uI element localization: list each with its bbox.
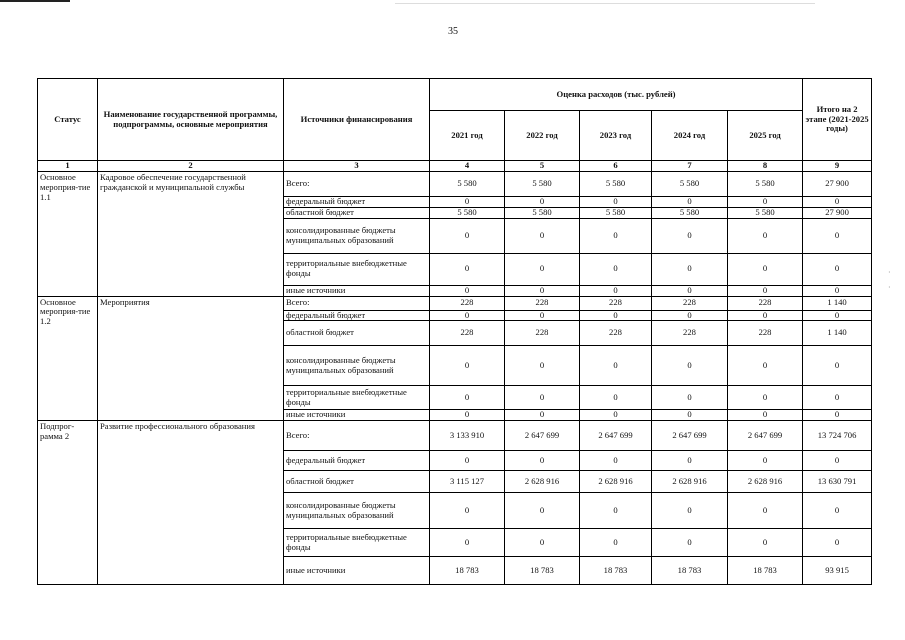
value-cell: 0 [803, 253, 872, 285]
value-cell: 0 [580, 386, 652, 410]
value-cell: 3 115 127 [430, 471, 505, 493]
name-cell: Кадровое обеспечение государственной гражданской и муниципальной службы [98, 171, 284, 296]
value-cell: 0 [803, 346, 872, 386]
value-cell: 2 628 916 [728, 471, 803, 493]
column-number: 4 [430, 161, 505, 172]
value-cell: 0 [505, 529, 580, 557]
value-cell: 0 [580, 196, 652, 207]
value-cell: 0 [430, 218, 505, 253]
table-row [38, 296, 872, 310]
value-cell: 0 [728, 285, 803, 296]
header-total: Итого на 2 этапе (2021-2025 годы) [803, 79, 872, 161]
source-cell: федеральный бюджет [284, 196, 430, 207]
value-cell: 0 [728, 451, 803, 471]
page-number: 35 [448, 26, 458, 37]
source-cell: консолидированные бюджеты муниципальных образований [284, 218, 430, 253]
value-cell: 93 915 [803, 557, 872, 585]
value-cell: 0 [728, 253, 803, 285]
value-cell: 3 133 910 [430, 421, 505, 451]
value-cell: 0 [580, 451, 652, 471]
header-year: 2025 год [728, 111, 803, 161]
value-cell: 0 [803, 410, 872, 421]
value-cell: 0 [728, 310, 803, 321]
value-cell: 5 580 [580, 207, 652, 218]
source-cell: иные источники [284, 410, 430, 421]
margin-mark: · [888, 268, 891, 277]
value-cell: 0 [803, 493, 872, 529]
value-cell: 0 [505, 386, 580, 410]
value-cell: 228 [652, 296, 728, 310]
value-cell: 228 [728, 296, 803, 310]
value-cell: 2 647 699 [580, 421, 652, 451]
value-cell: 0 [580, 253, 652, 285]
column-number: 3 [284, 161, 430, 172]
value-cell: 0 [803, 196, 872, 207]
value-cell: 0 [505, 310, 580, 321]
value-cell: 0 [652, 218, 728, 253]
value-cell: 0 [803, 310, 872, 321]
top-rule-faint [395, 3, 815, 4]
value-cell: 5 580 [580, 171, 652, 196]
value-cell: 2 628 916 [580, 471, 652, 493]
value-cell: 0 [803, 451, 872, 471]
value-cell: 18 783 [430, 557, 505, 585]
source-cell: Всего: [284, 421, 430, 451]
value-cell: 0 [505, 451, 580, 471]
status-cell: Основное мероприя-тие 1.1 [38, 171, 98, 296]
value-cell: 228 [505, 321, 580, 346]
value-cell: 0 [430, 253, 505, 285]
value-cell: 0 [652, 529, 728, 557]
value-cell: 13 630 791 [803, 471, 872, 493]
value-cell: 0 [430, 196, 505, 207]
value-cell: 2 628 916 [505, 471, 580, 493]
status-cell: Подпрог-рамма 2 [38, 421, 98, 585]
value-cell: 0 [803, 529, 872, 557]
value-cell: 0 [580, 310, 652, 321]
value-cell: 0 [728, 218, 803, 253]
value-cell: 5 580 [505, 171, 580, 196]
value-cell: 0 [652, 386, 728, 410]
value-cell: 2 647 699 [505, 421, 580, 451]
value-cell: 228 [580, 296, 652, 310]
value-cell: 0 [430, 386, 505, 410]
value-cell: 5 580 [728, 207, 803, 218]
value-cell: 18 783 [728, 557, 803, 585]
value-cell: 2 628 916 [652, 471, 728, 493]
source-cell: федеральный бюджет [284, 310, 430, 321]
value-cell: 0 [580, 410, 652, 421]
column-number: 7 [652, 161, 728, 172]
value-cell: 18 783 [580, 557, 652, 585]
value-cell: 1 140 [803, 296, 872, 310]
budget-table [37, 78, 872, 585]
name-cell: Развитие профессионального образования [98, 421, 284, 585]
value-cell: 0 [652, 285, 728, 296]
source-cell: территориальные внебюджетные фонды [284, 529, 430, 557]
column-number: 6 [580, 161, 652, 172]
value-cell: 0 [652, 196, 728, 207]
source-cell: иные источники [284, 285, 430, 296]
value-cell: 228 [430, 321, 505, 346]
source-cell: Всего: [284, 296, 430, 310]
value-cell: 27 900 [803, 207, 872, 218]
source-cell: областной бюджет [284, 321, 430, 346]
value-cell: 1 140 [803, 321, 872, 346]
value-cell: 0 [430, 529, 505, 557]
top-rule [0, 0, 70, 2]
source-cell: Всего: [284, 171, 430, 196]
margin-mark: · [888, 283, 891, 292]
value-cell: 0 [505, 410, 580, 421]
header-year: 2022 год [505, 111, 580, 161]
column-number: 9 [803, 161, 872, 172]
header-year: 2021 год [430, 111, 505, 161]
source-cell: консолидированные бюджеты муниципальных образований [284, 493, 430, 529]
value-cell: 0 [430, 310, 505, 321]
header-year: 2024 год [652, 111, 728, 161]
value-cell: 0 [652, 410, 728, 421]
value-cell: 0 [652, 346, 728, 386]
value-cell: 13 724 706 [803, 421, 872, 451]
value-cell: 27 900 [803, 171, 872, 196]
value-cell: 0 [652, 451, 728, 471]
column-number: 1 [38, 161, 98, 172]
value-cell: 0 [580, 529, 652, 557]
value-cell: 0 [652, 310, 728, 321]
header-sources: Источники финансирования [284, 79, 430, 161]
value-cell: 228 [652, 321, 728, 346]
column-number: 8 [728, 161, 803, 172]
value-cell: 0 [803, 386, 872, 410]
source-cell: территориальные внебюджетные фонды [284, 386, 430, 410]
value-cell: 228 [728, 321, 803, 346]
value-cell: 0 [728, 410, 803, 421]
value-cell: 0 [803, 218, 872, 253]
value-cell: 5 580 [505, 207, 580, 218]
value-cell: 5 580 [430, 171, 505, 196]
value-cell: 2 647 699 [652, 421, 728, 451]
source-cell: иные источники [284, 557, 430, 585]
value-cell: 0 [652, 493, 728, 529]
value-cell: 0 [728, 493, 803, 529]
value-cell: 0 [430, 493, 505, 529]
source-cell: областной бюджет [284, 207, 430, 218]
header-status: Статус [38, 79, 98, 161]
source-cell: территориальные внебюджетные фонды [284, 253, 430, 285]
value-cell: 0 [430, 285, 505, 296]
value-cell: 0 [580, 218, 652, 253]
source-cell: федеральный бюджет [284, 451, 430, 471]
column-number: 2 [98, 161, 284, 172]
value-cell: 5 580 [728, 171, 803, 196]
value-cell: 0 [505, 493, 580, 529]
value-cell: 5 580 [652, 171, 728, 196]
value-cell: 228 [580, 321, 652, 346]
value-cell: 0 [728, 386, 803, 410]
value-cell: 0 [580, 285, 652, 296]
value-cell: 0 [430, 346, 505, 386]
value-cell: 0 [803, 285, 872, 296]
value-cell: 0 [652, 253, 728, 285]
value-cell: 228 [505, 296, 580, 310]
value-cell: 5 580 [430, 207, 505, 218]
value-cell: 5 580 [652, 207, 728, 218]
header-year: 2023 год [580, 111, 652, 161]
value-cell: 0 [728, 196, 803, 207]
value-cell: 2 647 699 [728, 421, 803, 451]
value-cell: 0 [505, 346, 580, 386]
source-cell: консолидированные бюджеты муниципальных образований [284, 346, 430, 386]
value-cell: 0 [505, 218, 580, 253]
value-cell: 0 [580, 346, 652, 386]
status-cell: Основное мероприя-тие 1.2 [38, 296, 98, 421]
value-cell: 18 783 [652, 557, 728, 585]
name-cell: Мероприятия [98, 296, 284, 421]
value-cell: 18 783 [505, 557, 580, 585]
value-cell: 0 [580, 493, 652, 529]
header-estimate: Оценка расходов (тыс. рублей) [430, 79, 803, 111]
value-cell: 0 [505, 196, 580, 207]
value-cell: 0 [505, 253, 580, 285]
value-cell: 228 [430, 296, 505, 310]
value-cell: 0 [430, 410, 505, 421]
value-cell: 0 [728, 529, 803, 557]
source-cell: областной бюджет [284, 471, 430, 493]
value-cell: 0 [505, 285, 580, 296]
table-row [38, 421, 872, 451]
header-name: Наименование государственной программы, подпрограммы, основные мероприятия [98, 79, 284, 161]
value-cell: 0 [430, 451, 505, 471]
column-number: 5 [505, 161, 580, 172]
table-row [38, 171, 872, 196]
value-cell: 0 [728, 346, 803, 386]
